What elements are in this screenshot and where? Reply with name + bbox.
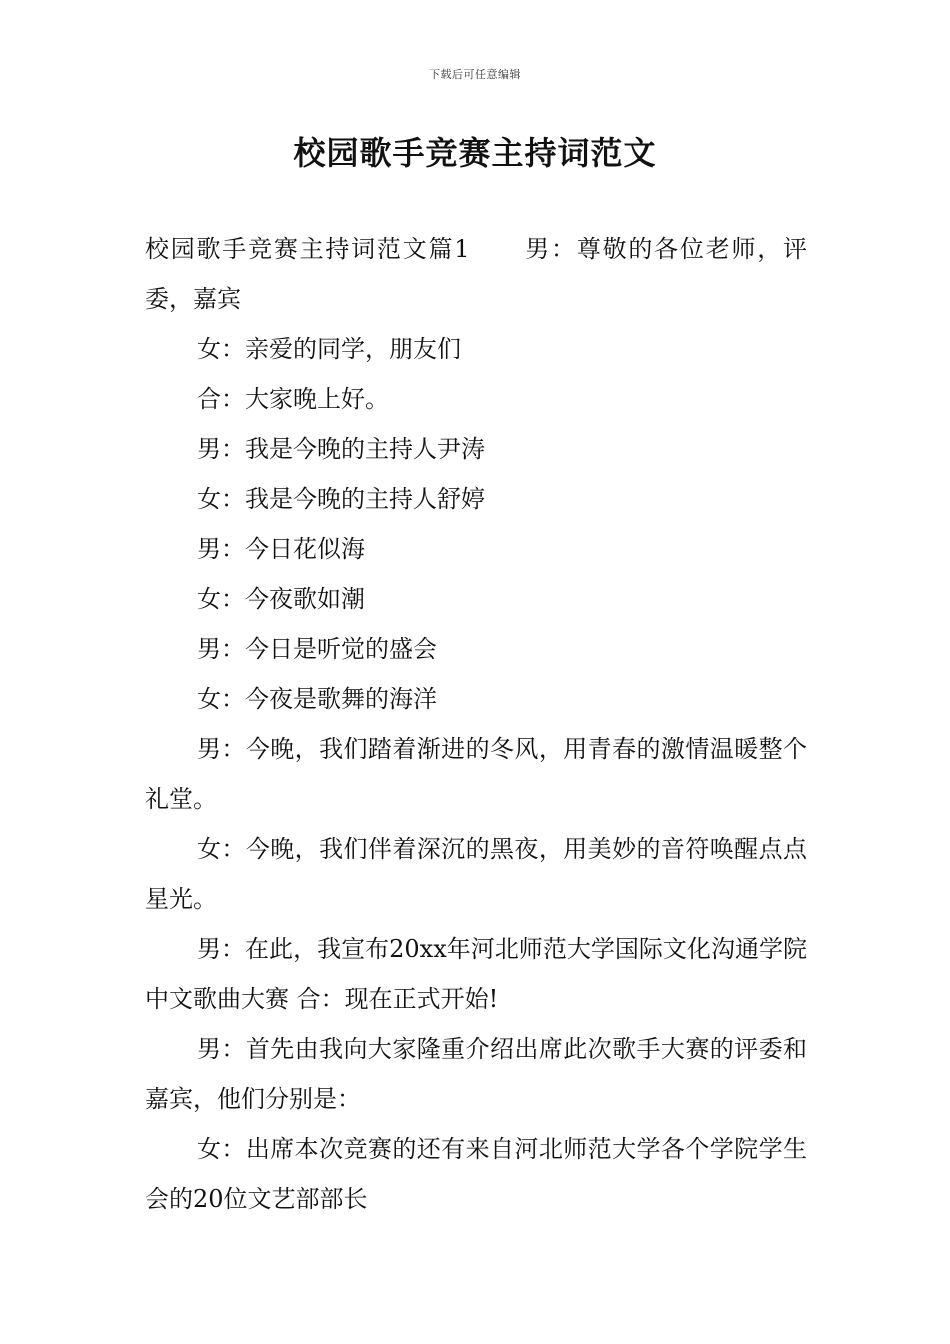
header-note: 下载后可任意编辑 — [429, 68, 521, 81]
first-paragraph — [145, 224, 807, 324]
paragraph: 女：出席本次竞赛的还有来自河北师范大学各个学院学生会的20位文艺部部长 — [145, 1135, 807, 1213]
document-title: 校园歌手竞赛主持词范文 — [293, 134, 657, 172]
document-body — [145, 224, 807, 1224]
paragraph: 女：今夜歌如潮 — [197, 585, 365, 613]
paragraph-text: 男：尊敬的各位老师，评委，嘉宾 — [145, 235, 807, 313]
section-heading: 校园歌手竞赛主持词范文篇1 — [145, 235, 470, 263]
paragraph: 男：首先由我向大家隆重介绍出席此次歌手大赛的评委和嘉宾，他们分别是： — [145, 1035, 807, 1113]
paragraph: 男：今日是听觉的盛会 — [197, 635, 437, 663]
paragraph: 合：大家晚上好。 — [197, 385, 389, 413]
paragraph: 男：今晚，我们踏着渐进的冬风，用青春的激情温暖整个礼堂。 — [145, 735, 807, 813]
paragraph: 女：我是今晚的主持人舒婷 — [197, 485, 485, 513]
paragraph: 男：在此，我宣布20xx年河北师范大学国际文化沟通学院中文歌曲大赛 合：现在正式开始! — [145, 935, 807, 1013]
paragraph: 女：今晚，我们伴着深沉的黑夜，用美妙的音符唤醒点点星光。 — [145, 835, 807, 913]
paragraph: 女：亲爱的同学，朋友们 — [197, 335, 461, 363]
paragraph: 女：今夜是歌舞的海洋 — [197, 685, 437, 713]
paragraph: 男：我是今晚的主持人尹涛 — [197, 435, 485, 463]
paragraph: 男：今日花似海 — [197, 535, 365, 563]
